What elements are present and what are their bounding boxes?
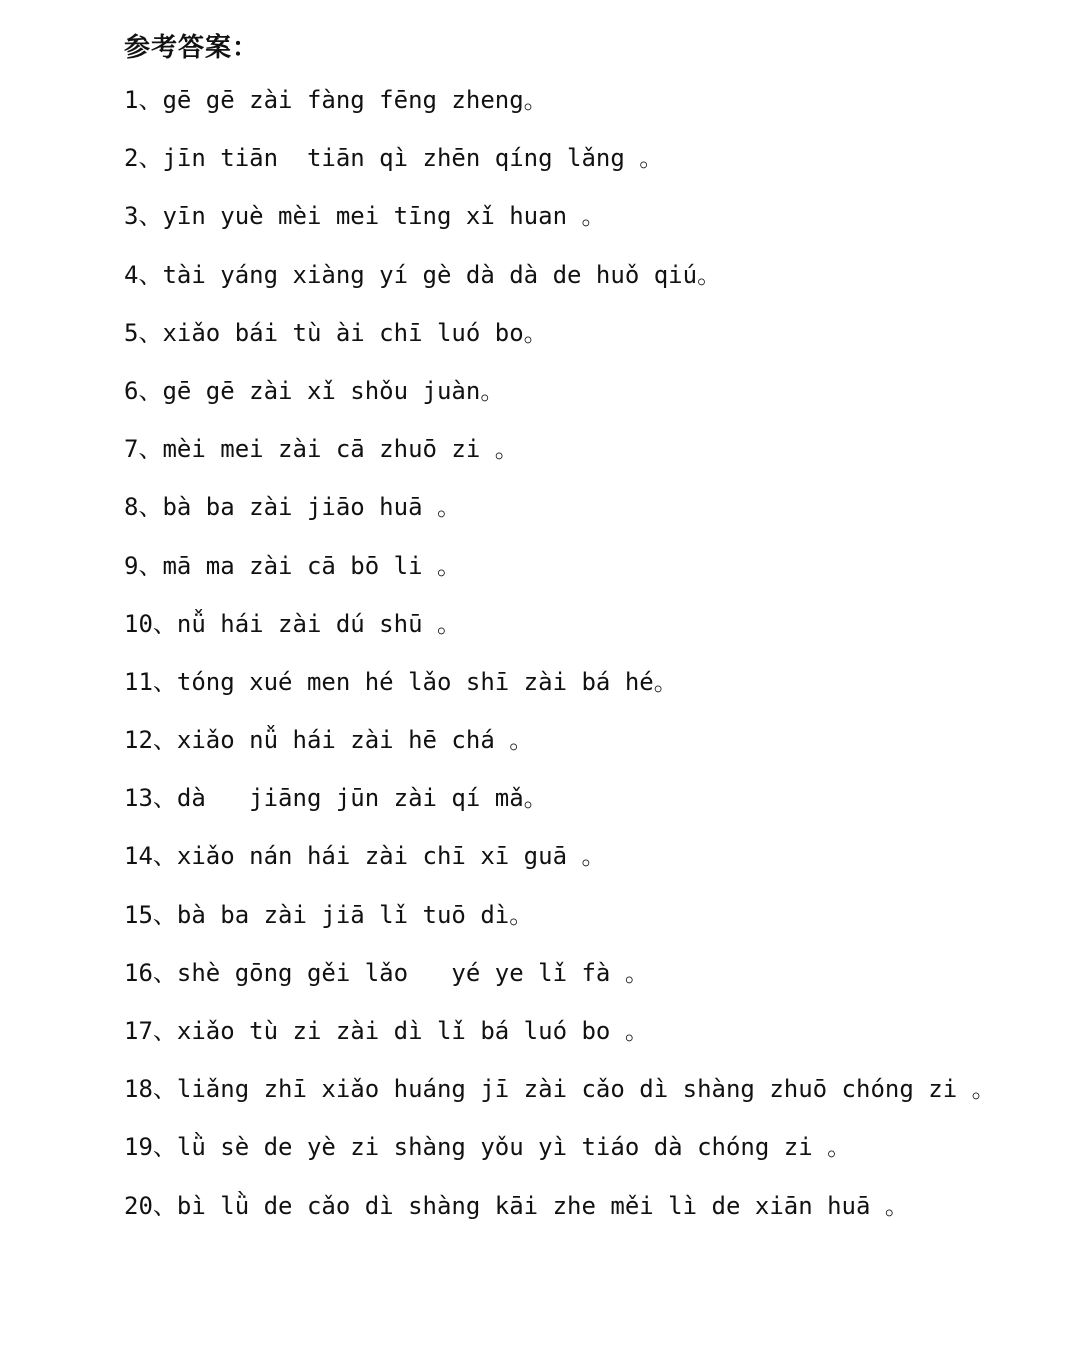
answer-item: 4、tài yáng xiàng yí gè dà dà de huǒ qiú。: [124, 260, 722, 289]
answer-item: 19、lǜ sè de yè zi shàng yǒu yì tiáo dà chóng zi 。: [124, 1133, 852, 1162]
answer-item: 12、xiǎo nǚ hái zài hē chá 。: [124, 726, 534, 755]
answer-item: 9、mā ma zài cā bō li 。: [124, 551, 461, 580]
answer-item: 1、gē gē zài fàng fēng zheng。: [124, 86, 548, 114]
answer-item: 17、xiǎo tù zi zài dì lǐ bá luó bo 。: [124, 1017, 649, 1045]
answer-item: 8、bà ba zài jiāo huā 。: [124, 493, 461, 522]
answer-item: 16、shè gōng gěi lǎo yé ye lǐ fà 。: [124, 958, 649, 987]
answer-item: 2、jīn tiān tiān qì zhēn qíng lǎng 。: [124, 144, 664, 173]
answer-item: 10、nǚ hái zài dú shū 。: [124, 609, 461, 638]
answer-item: 11、tóng xué men hé lǎo shī zài bá hé。: [124, 667, 678, 696]
answer-item: 5、xiǎo bái tù ài chī luó bo。: [124, 318, 548, 347]
answer-item: 14、xiǎo nán hái zài chī xī guā 。: [124, 842, 606, 871]
answer-item: 3、yīn yuè mèi mei tīng xǐ huan 。: [124, 202, 606, 231]
answer-list: [124, 80, 996, 1244]
answer-item: 6、gē gē zài xǐ shǒu juàn。: [124, 376, 505, 405]
answer-item: 20、bì lǜ de cǎo dì shàng kāi zhe měi lì de xiān huā 。: [124, 1191, 909, 1220]
page-title: 参考答案：: [124, 33, 260, 63]
answer-item: 7、mèi mei zài cā zhuō zi 。: [124, 435, 519, 464]
answer-item: 15、bà ba zài jiā lǐ tuō dì。: [124, 900, 534, 929]
answer-item: 18、liǎng zhī xiǎo huáng jī zài cǎo dì shàng zhuō chóng zi 。: [124, 1075, 996, 1104]
answer-item: 13、dà jiāng jūn zài qí mǎ。: [124, 784, 548, 813]
